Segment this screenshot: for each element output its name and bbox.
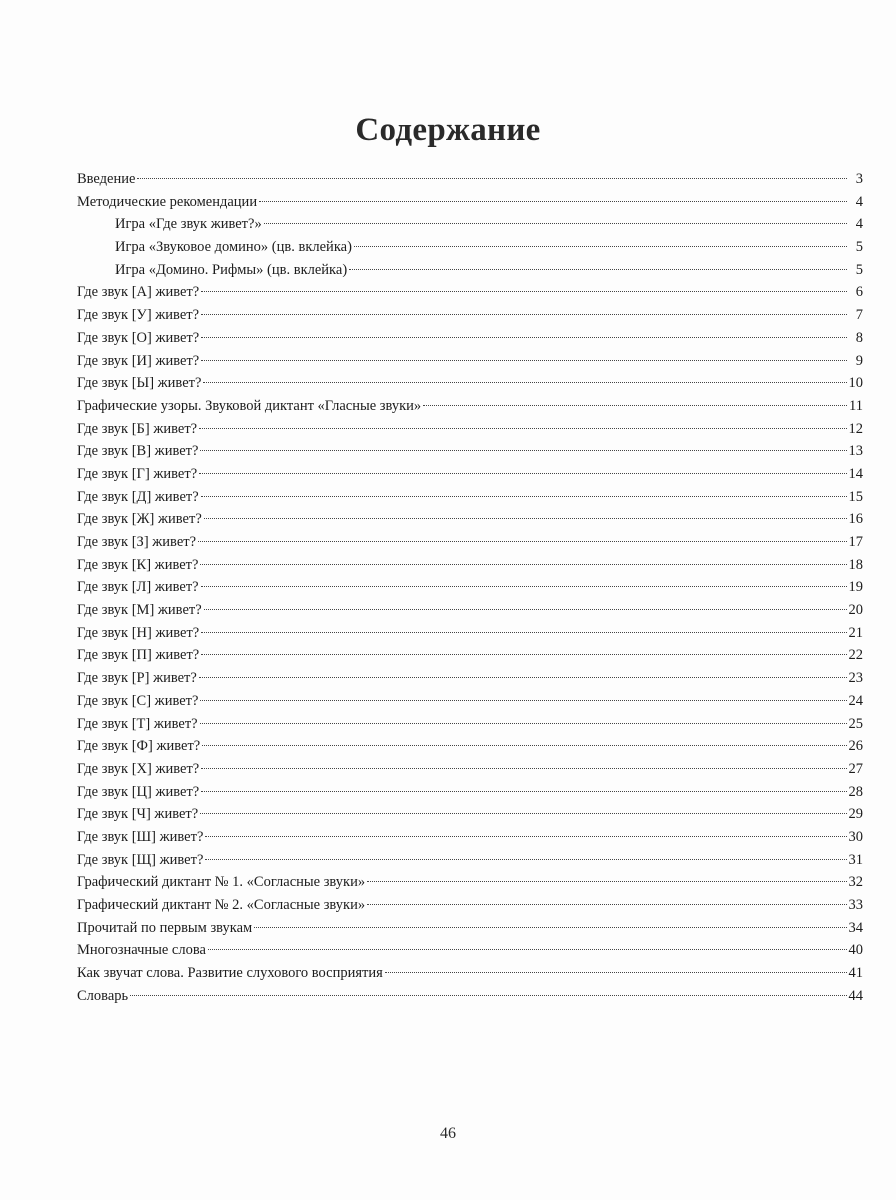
toc-entry-page: 44 (848, 987, 863, 1004)
toc-entry-label: Игра «Домино. Рифмы» (цв. вклейка) (115, 261, 348, 278)
toc-entry-page: 24 (848, 692, 863, 709)
toc-entry-label: Где звук [Ф] живет? (77, 738, 201, 755)
toc-entry-page: 31 (848, 851, 863, 868)
toc-entry[interactable] (77, 599, 863, 622)
toc-entry-label: Где звук [Н] живет? (77, 624, 200, 641)
toc-entry-page: 22 (848, 647, 863, 664)
toc-entry-page: 15 (848, 488, 863, 505)
toc-entry[interactable] (77, 440, 863, 463)
dot-leader (201, 291, 847, 292)
dot-leader (201, 496, 847, 497)
toc-entry[interactable] (77, 395, 863, 418)
dot-leader (423, 405, 847, 406)
dot-leader (201, 632, 846, 633)
toc-entry[interactable] (77, 758, 863, 781)
toc-entry[interactable] (77, 350, 863, 373)
toc-entry-label: Где звук [Д] живет? (77, 488, 199, 505)
toc-entry-label: Игра «Где звук живет?» (115, 216, 262, 233)
toc-entry[interactable] (77, 281, 863, 304)
toc-entry-page: 12 (848, 420, 863, 437)
toc-entry[interactable] (77, 508, 863, 531)
toc-entry-label: Где звук [Г] живет? (77, 465, 198, 482)
toc-entry-label: Где звук [Ц] живет? (77, 783, 200, 800)
toc-entry-label: Где звук [А] живет? (77, 284, 200, 301)
dot-leader (254, 927, 846, 928)
dot-leader (204, 518, 847, 519)
page-title: Содержание (355, 112, 541, 148)
dot-leader (201, 654, 846, 655)
toc-entry-page: 14 (848, 465, 863, 482)
toc-entry-label: Где звук [У] живет? (77, 307, 200, 324)
table-of-contents (77, 168, 863, 1007)
toc-entry[interactable] (77, 962, 863, 985)
toc-entry-page: 8 (855, 329, 863, 346)
toc-entry[interactable] (77, 939, 863, 962)
dot-leader (199, 473, 846, 474)
toc-entry[interactable] (77, 894, 863, 917)
dot-leader (200, 700, 846, 701)
toc-entry[interactable] (77, 917, 863, 940)
toc-entry-label: Многозначные слова (77, 942, 206, 959)
toc-entry[interactable] (77, 781, 863, 804)
toc-entry-label: Графический диктант № 1. «Согласные звуки» (77, 874, 366, 891)
toc-entry-label: Где звук [Ш] живет? (77, 828, 204, 845)
toc-entry[interactable] (77, 486, 863, 509)
toc-entry[interactable] (77, 259, 863, 282)
toc-entry-page: 11 (849, 397, 863, 414)
toc-entry-page: 41 (848, 965, 863, 982)
toc-entry[interactable] (77, 327, 863, 350)
toc-entry[interactable] (77, 213, 863, 236)
dot-leader (349, 269, 847, 270)
toc-entry-label: Методические рекомендации (77, 193, 258, 210)
toc-entry-page: 28 (848, 783, 863, 800)
toc-entry-page: 32 (848, 874, 863, 891)
toc-entry-label: Где звук [Х] живет? (77, 760, 200, 777)
dot-leader (198, 541, 846, 542)
dot-leader (200, 450, 846, 451)
toc-entry-label: Как звучат слова. Развитие слухового восприятия (77, 965, 383, 982)
toc-entry-page: 20 (848, 602, 863, 619)
toc-entry-label: Где звук [О] живет? (77, 329, 200, 346)
toc-entry-label: Графический диктант № 2. «Согласные звуки» (77, 897, 366, 913)
toc-entry-page: 27 (848, 760, 863, 777)
dot-leader (264, 223, 847, 224)
dot-leader (201, 337, 847, 338)
toc-entry-label: Прочитай по первым звукам (77, 919, 253, 936)
dot-leader (130, 995, 846, 996)
toc-entry-label: Где звук [Л] живет? (77, 579, 199, 596)
toc-entry[interactable] (77, 531, 863, 554)
dot-leader (199, 428, 846, 429)
toc-entry[interactable] (77, 713, 863, 736)
toc-entry[interactable] (77, 168, 863, 191)
dot-leader (205, 836, 846, 837)
toc-entry-page: 5 (855, 261, 863, 278)
toc-entry[interactable] (77, 236, 863, 259)
toc-entry[interactable] (77, 667, 863, 690)
page-number: 46 (440, 1125, 456, 1142)
dot-leader (367, 881, 846, 882)
toc-entry-page: 19 (848, 579, 863, 596)
toc-entry[interactable] (77, 803, 863, 826)
dot-leader (367, 904, 846, 905)
dot-leader (201, 360, 847, 361)
toc-entry-label: Где звук [Щ] живет? (77, 851, 204, 868)
toc-entry-page: 23 (848, 670, 863, 687)
toc-entry[interactable] (77, 871, 863, 894)
toc-entry-page: 26 (848, 738, 863, 755)
toc-entry[interactable] (77, 372, 863, 395)
toc-entry-label: Где звук [С] живет? (77, 692, 199, 709)
toc-entry[interactable] (77, 418, 863, 441)
toc-entry-page: 29 (848, 806, 863, 823)
toc-entry[interactable] (77, 849, 863, 872)
dot-leader (205, 859, 846, 860)
dot-leader (200, 723, 847, 724)
toc-entry-label: Графические узоры. Звуковой диктант «Гласные звуки» (77, 397, 422, 414)
dot-leader (199, 677, 847, 678)
toc-entry[interactable] (77, 554, 863, 577)
toc-entry[interactable] (77, 735, 863, 758)
toc-entry-label: Где звук [Б] живет? (77, 420, 198, 437)
dot-leader (202, 745, 846, 746)
toc-entry-page: 4 (855, 216, 863, 233)
toc-entry-label: Где звук [К] живет? (77, 556, 199, 573)
toc-entry-label: Где звук [П] живет? (77, 647, 200, 664)
toc-entry-label: Где звук [Ы] живет? (77, 375, 202, 392)
toc-entry-page: 5 (855, 239, 863, 256)
toc-entry[interactable] (77, 463, 863, 486)
dot-leader (137, 178, 847, 179)
toc-entry-page: 18 (848, 556, 863, 573)
toc-entry[interactable] (77, 644, 863, 667)
dot-leader (208, 949, 847, 950)
dot-leader (204, 609, 847, 610)
toc-entry-page: 25 (848, 715, 863, 732)
toc-entry-label: Где звук [Ч] живет? (77, 806, 199, 823)
dot-leader (200, 564, 846, 565)
dot-leader (200, 813, 846, 814)
toc-entry-page: 6 (855, 284, 863, 301)
toc-entry-label: Где звук [Р] живет? (77, 670, 197, 687)
toc-entry-label: Где звук [И] живет? (77, 352, 200, 369)
dot-leader (201, 768, 846, 769)
dot-leader (354, 246, 847, 247)
toc-entry-page: 13 (848, 443, 863, 460)
toc-entry-label: Где звук [Т] живет? (77, 715, 198, 732)
toc-entry[interactable] (77, 576, 863, 599)
dot-leader (201, 791, 846, 792)
toc-entry[interactable] (77, 191, 863, 214)
toc-entry-label: Где звук [В] живет? (77, 443, 199, 460)
toc-entry-page: 3 (855, 171, 863, 187)
toc-entry-page: 10 (848, 375, 863, 392)
toc-entry-label: Где звук [З] живет? (77, 534, 197, 550)
toc-entry-page: 40 (848, 942, 863, 959)
toc-entry[interactable] (77, 622, 863, 645)
toc-entry[interactable] (77, 985, 863, 1008)
dot-leader (201, 586, 847, 587)
toc-entry-label: Словарь (77, 987, 129, 1004)
toc-entry-page: 17 (848, 534, 863, 550)
toc-entry-label: Игра «Звуковое домино» (цв. вклейка) (115, 239, 352, 256)
toc-entry[interactable] (77, 826, 863, 849)
toc-entry-page: 4 (855, 193, 863, 210)
dot-leader (201, 314, 847, 315)
toc-entry-page: 16 (848, 511, 863, 528)
toc-entry-page: 7 (855, 307, 863, 324)
dot-leader (259, 201, 847, 202)
toc-entry-page: 34 (848, 919, 863, 936)
toc-entry-page: 9 (855, 352, 863, 369)
dot-leader (385, 972, 847, 973)
toc-entry-label: Где звук [М] живет? (77, 602, 202, 619)
dot-leader (203, 382, 846, 383)
toc-entry[interactable] (77, 690, 863, 713)
toc-entry-label: Где звук [Ж] живет? (77, 511, 202, 528)
toc-entry-page: 21 (848, 624, 863, 641)
toc-entry[interactable] (77, 304, 863, 327)
toc-entry-page: 30 (848, 828, 863, 845)
toc-entry-page: 33 (848, 897, 863, 913)
toc-entry-label: Введение (77, 171, 136, 187)
